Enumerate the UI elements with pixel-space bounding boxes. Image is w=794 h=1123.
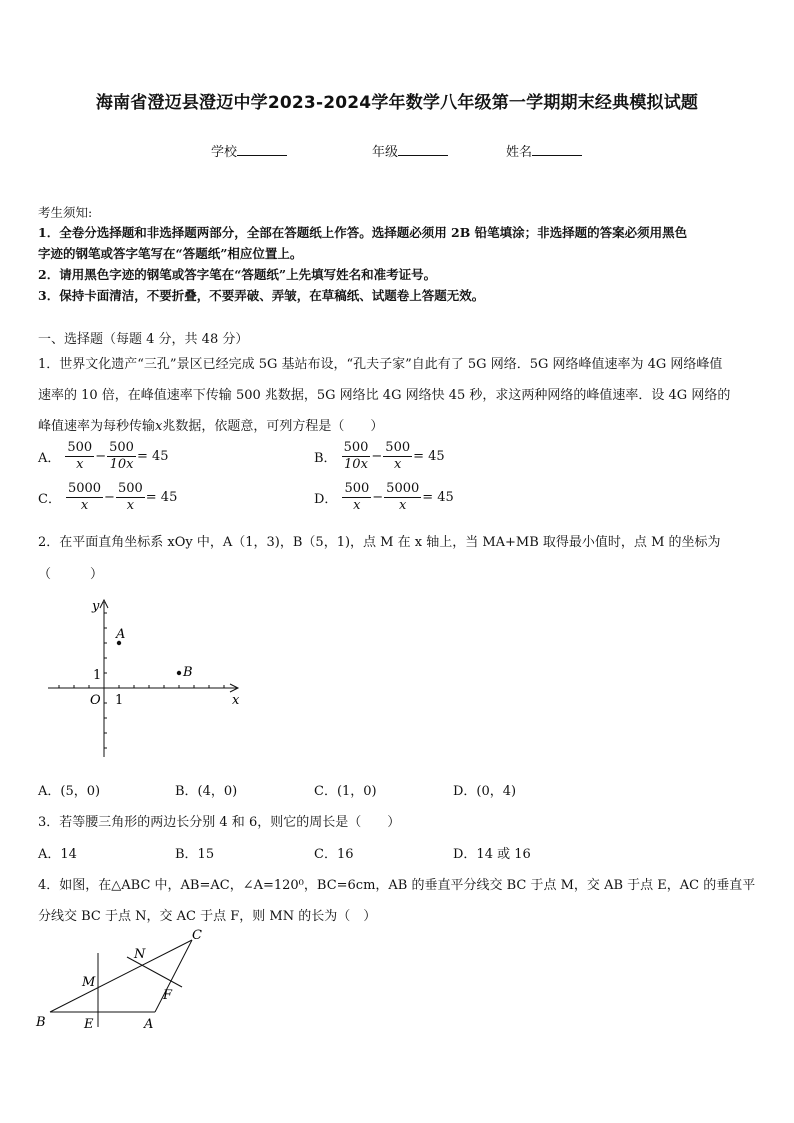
origin-label: O (90, 693, 101, 708)
point-b (177, 671, 181, 675)
y-axis-label: y (92, 599, 100, 614)
notice-heading: 考生须知: (38, 205, 93, 220)
rhs: = 45 (136, 449, 169, 464)
grade-field[interactable] (372, 141, 448, 160)
q1-line-1: 1．世界文化遗产“三孔”景区已经完成 5G 基站布设，“孔夫子家”自此有了 5G 网络．5G 网络峰值速率为 4G 网络峰值 (38, 357, 723, 372)
section-heading: 一、选择题（每题 4 分，共 48 分） (38, 332, 249, 347)
side-ac (155, 940, 192, 1012)
denominator: x (76, 457, 84, 472)
denominator: x (80, 498, 89, 513)
q4-line-2: 分线交 BC 于点 N，交 AC 于点 F，则 MN 的长为（ ） (38, 909, 377, 924)
q1-option-c[interactable] (38, 481, 177, 514)
denominator: x (353, 498, 361, 513)
fraction (66, 481, 103, 514)
fraction (342, 440, 371, 473)
q4-line-1: 4．如图，在△ABC 中，AB=AC，∠A=120⁰，BC=6cm，AB 的垂直平分线交 BC 于点 M，交 AB 于点 E，AC 的垂直平 (38, 878, 756, 893)
x-axis-label: x (232, 693, 240, 708)
q1-line-3-a: 峰值速率为每秒传输 (38, 419, 156, 434)
q3-option-b[interactable]: B．15 (175, 847, 215, 862)
rhs: = 45 (422, 490, 454, 505)
label-c: C (192, 928, 202, 943)
school-blank[interactable] (237, 142, 287, 156)
numerator: 500 (67, 440, 93, 455)
fraction (384, 481, 421, 514)
grade-label: 年级 (372, 145, 399, 160)
fraction (116, 481, 145, 514)
label-b: B (36, 1015, 46, 1030)
label-f: F (163, 988, 173, 1003)
denominator: x (126, 498, 135, 513)
point-b-label: B (183, 665, 193, 680)
q3-option-a[interactable]: A．14 (38, 847, 77, 862)
y-one-label: 1 (93, 668, 102, 683)
q3-line: 3．若等腰三角形的两边长分别 4 和 6，则它的周长是（ ） (38, 815, 401, 830)
q1-option-d[interactable] (314, 481, 454, 514)
page-title: 海南省澄迈县澄迈中学2023-2024学年数学八年级第一学期期末经典模拟试题 (95, 93, 699, 113)
denominator: x (399, 498, 407, 513)
numerator: 500 (344, 481, 370, 496)
label-n: N (134, 947, 146, 962)
q4-triangle-figure (30, 925, 220, 1035)
notice-item-1: 1．全卷分选择题和非选择题两部分，全部在答题纸上作答。选择题必须用 2B 铅笔填涂；非选择题的答案必须用黑色 (38, 225, 688, 240)
school-label: 学校 (211, 145, 238, 160)
q2-line-2: （ ） (38, 567, 104, 582)
name-blank[interactable] (532, 142, 582, 156)
q2-option-c[interactable]: C．(1，0) (314, 784, 377, 799)
denominator: 10x (344, 457, 368, 472)
numerator: 5000 (386, 481, 420, 496)
option-label: A． (38, 451, 61, 466)
option-label: D． (314, 492, 338, 507)
q3-option-c[interactable]: C．16 (314, 847, 354, 862)
option-label: C． (38, 492, 61, 507)
q2-option-a[interactable]: A．(5，0) (38, 784, 101, 799)
fraction (383, 440, 412, 473)
label-e: E (84, 1017, 94, 1032)
q2-coordinate-figure (40, 592, 250, 762)
minus-sign: − (95, 449, 107, 464)
notice-item-2: 2．请用黑色字迹的钢笔或答字笔在“答题纸”上先填写姓名和准考证号。 (38, 267, 437, 282)
fraction (107, 440, 136, 473)
q1-option-b[interactable] (314, 440, 445, 473)
rhs: = 45 (413, 449, 445, 464)
minus-sign: − (104, 490, 115, 505)
q1-line-2: 速率的 10 倍，在峰值速率下传输 500 兆数据，5G 网络比 4G 网络快 45 秒，求这两种网络的峰值速率．设 4G 网络的 (38, 388, 731, 403)
numerator: 500 (343, 440, 369, 455)
numerator: 500 (117, 481, 143, 496)
school-field[interactable] (211, 141, 287, 160)
minus-sign: − (371, 449, 383, 464)
name-label: 姓名 (506, 145, 533, 160)
grade-blank[interactable] (398, 142, 448, 156)
q1-variable: x (155, 419, 163, 434)
q1-line-3 (38, 415, 383, 434)
q1-option-a[interactable] (38, 440, 169, 473)
notice-item-1-cont: 字迹的钢笔或答字笔写在“答题纸”相应位置上。 (38, 246, 303, 261)
label-a: A (144, 1017, 154, 1032)
q2-option-d[interactable]: D．(0，4) (453, 784, 517, 799)
x-one-label: 1 (115, 693, 124, 708)
notice-item-3: 3．保持卡面清洁，不要折叠，不要弄破、弄皱，在草稿纸、试题卷上答题无效。 (38, 288, 485, 303)
numerator: 5000 (67, 481, 102, 496)
name-field[interactable] (506, 141, 582, 160)
numerator: 500 (385, 440, 411, 455)
q2-line-1: 2．在平面直角坐标系 xOy 中，A（1，3)，B（5，1)，点 M 在 x 轴上，当 MA+MB 取得最小值时，点 M 的坐标为 (38, 535, 721, 550)
q3-option-d[interactable]: D．14 或 16 (453, 847, 531, 862)
label-m: M (82, 975, 96, 990)
denominator: x (394, 457, 402, 472)
numerator: 500 (109, 440, 134, 455)
q2-option-b[interactable]: B．(4，0) (175, 784, 238, 799)
fraction (342, 481, 371, 514)
q1-line-3-b: 兆数据，依题意，可列方程是（ ） (162, 419, 384, 434)
denominator: 10x (109, 457, 134, 472)
minus-sign: − (372, 490, 384, 505)
option-label: B． (314, 451, 337, 466)
rhs: = 45 (145, 490, 178, 505)
fraction (65, 440, 94, 473)
point-a-label: A (116, 627, 126, 642)
